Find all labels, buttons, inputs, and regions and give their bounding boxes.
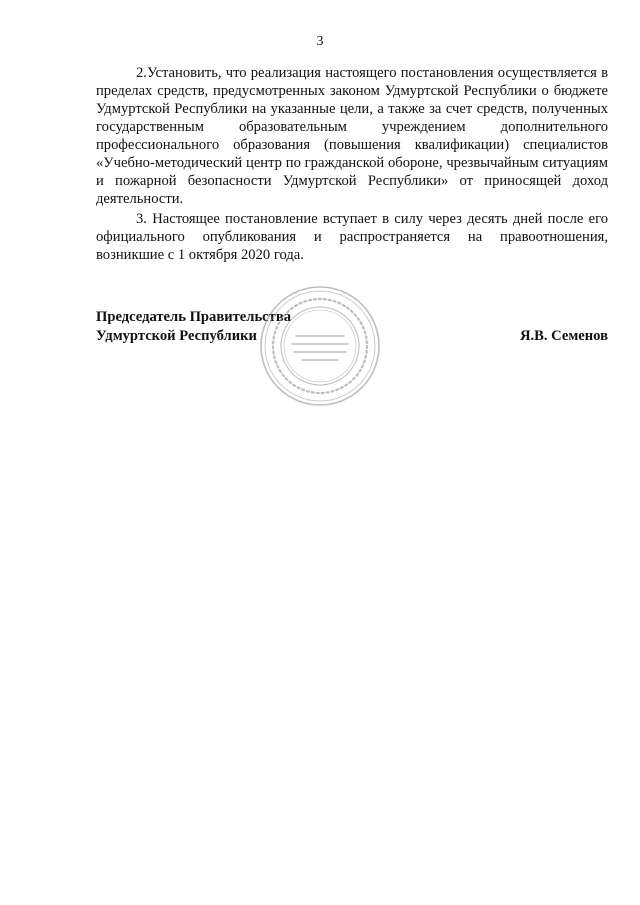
official-seal-icon bbox=[258, 284, 382, 408]
page-number: 3 bbox=[316, 34, 324, 49]
signatory-title-line1: Председатель Правительства bbox=[96, 309, 292, 325]
signatory-title-line2: Удмуртской Республики bbox=[96, 328, 257, 344]
document-body bbox=[96, 64, 608, 266]
paragraph-3: 3. Настоящее постановление вступает в силу через десять дней после его официального опубликования и распространяется на правоотношения, возникшие с 1 октября 2020 года. bbox=[96, 211, 608, 263]
signatory-name: Я.В. Семенов bbox=[519, 328, 608, 344]
signature-block bbox=[96, 308, 608, 408]
paragraph-2: 2.Установить, что реализация настоящего постановления осуществляется в пределах средств, предусмотренных законом Удмуртской Республики о бюджете Удмуртской Республики на указанные цели, а также за счет средств, полученных государственным образовательным учреждением дополнительного профессионального образования (повышения квалификации) специалистов «Учебно-методический центр по гражданской обороне, чрезвычайным ситуациям и пожарной безопасности Удмуртской Республики» от приносящей доход деятельности. bbox=[96, 65, 608, 207]
